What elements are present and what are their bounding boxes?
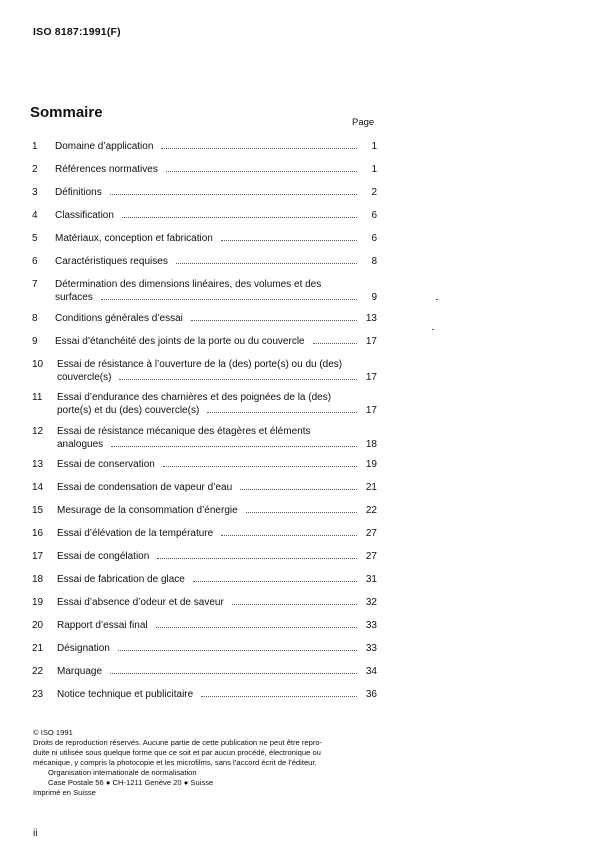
toc-entry-title: Rapport d’essai final [57, 620, 148, 631]
toc-entry-title: surfaces [55, 292, 93, 303]
toc-entry-title: Détermination des dimensions linéaires, des volumes et des [55, 279, 322, 290]
toc-entry [32, 504, 377, 517]
dot-leader [232, 604, 357, 605]
dot-leader [110, 673, 357, 674]
toc-entry [32, 573, 377, 586]
toc-entry-title: Essai de congélation [57, 551, 150, 562]
toc-entry-title: Marquage [57, 666, 103, 677]
dot-leader [163, 466, 357, 467]
toc-entry-number: 20 [32, 620, 44, 631]
toc-entry-page: 17 [365, 335, 377, 347]
toc-entry-page: 8 [371, 256, 377, 267]
toc-entry [32, 665, 377, 678]
dot-leader [157, 558, 357, 559]
toc-entry-page: 9 [371, 292, 377, 303]
toc-entry [32, 358, 377, 384]
toc-entry-page: 34 [365, 666, 377, 677]
toc-entry-number: 21 [32, 643, 44, 654]
toc-entry [32, 186, 377, 199]
toc-entry-title: Domaine d’application [55, 141, 154, 152]
toc-entry-number: 16 [32, 528, 44, 539]
rights-line-3: mécanique, y compris la photocopie et les microfilms, sans l’accord écrit de l’éditeur. [33, 758, 317, 767]
toc-entry [32, 312, 377, 325]
toc-entry-page: 27 [365, 551, 377, 562]
toc-entry-page: 6 [371, 233, 377, 244]
toc-entry-title: Essai d’élévation de la température [57, 528, 214, 539]
toc-entry-title: Références normatives [55, 164, 158, 175]
dot-leader [246, 512, 357, 513]
toc-entry [32, 688, 377, 701]
toc-entry-title: Essai de résistance à l’ouverture de la (des) porte(s) ou du (des) [57, 358, 343, 370]
toc-entry [32, 255, 377, 268]
dot-leader [111, 446, 357, 447]
toc-entry-number: 3 [32, 187, 38, 198]
toc-entry-title: Notice technique et publicitaire [57, 689, 194, 700]
dot-leader [221, 535, 357, 536]
toc-entry-title: Essai de fabrication de glace [57, 574, 185, 585]
toc-entry-title: Essai de résistance mécanique des étagères et éléments [57, 425, 311, 437]
page-title: Sommaire [30, 104, 103, 121]
toc-entry-page: 1 [371, 141, 377, 152]
scan-speck [432, 329, 434, 330]
toc-entry-number: 18 [32, 574, 44, 585]
toc-entry-page: 17 [365, 405, 377, 416]
page-column-label: Page [352, 117, 375, 128]
toc-entry-number: 17 [32, 551, 44, 562]
toc-entry-number: 22 [32, 666, 44, 677]
toc-entry [32, 140, 377, 153]
toc-entry [32, 619, 377, 632]
toc-entry-title: Essai d’endurance des charnières et des poignées de la (des) [57, 392, 332, 403]
toc-entry-page: 22 [365, 505, 377, 516]
toc-entry [32, 163, 377, 176]
toc-entry-page: 13 [365, 312, 377, 324]
copyright-block [33, 728, 373, 798]
dot-leader [101, 299, 357, 300]
printed-in: Imprimé en Suisse [33, 788, 96, 797]
copyright-line: © ISO 1991 [33, 728, 73, 737]
rights-line-2: duite ni utilisée sous quelque forme que ce soit et par aucun procédé, électronique ou [33, 748, 321, 757]
toc-entry-page: 21 [365, 482, 377, 493]
toc-entry-number: 19 [32, 597, 44, 608]
organization-address: Case Postale 56 ● CH-1211 Genève 20 ● Suisse [48, 778, 214, 787]
toc-entry-number: 4 [32, 210, 38, 221]
toc-entry-page: 18 [365, 438, 377, 450]
toc-entry-number: 1 [32, 141, 38, 152]
dot-leader [176, 263, 357, 264]
toc-entry-page: 1 [371, 164, 377, 175]
toc-entry [32, 458, 377, 471]
toc-entry-title: porte(s) et du (des) couvercle(s) [57, 405, 200, 416]
toc-entry-page: 33 [365, 643, 377, 654]
toc-entry-number: 15 [32, 505, 44, 516]
dot-leader [119, 379, 357, 380]
toc-entry-page: 36 [365, 689, 377, 700]
toc-entry-page: 32 [365, 597, 377, 608]
toc-entry [32, 527, 377, 540]
toc-entry-number: 13 [32, 459, 44, 470]
document-id: ISO 8187:1991(F) [33, 26, 121, 38]
toc-entry-number: 23 [32, 689, 44, 700]
toc-entry-title: Mesurage de la consommation d’énergie [57, 505, 238, 516]
dot-leader [118, 650, 357, 651]
dot-leader [122, 217, 357, 218]
toc-entry [32, 391, 377, 417]
toc-entry-number: 2 [32, 164, 38, 175]
dot-leader [156, 627, 357, 628]
dot-leader [191, 320, 357, 321]
toc-entry-title: Désignation [57, 643, 110, 654]
scan-speck [436, 299, 438, 300]
toc-entry-page: 2 [371, 187, 377, 198]
dot-leader [166, 171, 357, 172]
toc-entry [32, 425, 377, 451]
toc-entry [32, 232, 377, 245]
dot-leader [193, 581, 357, 582]
dot-leader [313, 343, 357, 344]
toc-entry [32, 550, 377, 563]
toc-entry-title: analogues [57, 438, 104, 450]
toc-entry-page: 6 [371, 210, 377, 221]
toc-entry [32, 335, 377, 348]
toc-entry [32, 278, 377, 304]
toc-entry-title: Matériaux, conception et fabrication [55, 233, 213, 244]
dot-leader [207, 412, 357, 413]
toc-entry-title: couvercle(s) [57, 371, 112, 383]
toc-entry-number: 8 [32, 312, 38, 324]
toc-entry [32, 481, 377, 494]
dot-leader [110, 194, 357, 195]
toc-entry-number: 14 [32, 482, 44, 493]
toc-entry [32, 596, 377, 609]
toc-entry-number: 12 [32, 425, 44, 437]
toc-entry-page: 33 [365, 620, 377, 631]
toc-entry-number: 11 [32, 392, 43, 403]
dot-leader [221, 240, 357, 241]
toc-entry-title: Essai d’absence d’odeur et de saveur [57, 597, 224, 608]
toc-entry-page: 31 [365, 574, 377, 585]
rights-line-1: Droits de reproduction réservés. Aucune partie de cette publication ne peut être repro- [33, 738, 323, 747]
dot-leader [201, 696, 357, 697]
toc-entry-title: Essai d’étanchéité des joints de la porte ou du couvercle [55, 335, 305, 347]
dot-leader [240, 489, 357, 490]
toc-entry-number: 10 [32, 358, 44, 370]
toc-entry-title: Conditions générales d’essai [55, 312, 183, 324]
toc-entry [32, 209, 377, 222]
toc-entry-number: 7 [32, 279, 38, 290]
toc-entry-title: Classification [55, 210, 114, 221]
toc-entry-number: 6 [32, 256, 38, 267]
toc-entry-page: 17 [365, 371, 377, 383]
toc-entry [32, 642, 377, 655]
organization-name: Organisation internationale de normalisation [48, 768, 197, 777]
toc-entry-number: 9 [32, 335, 38, 347]
dot-leader [161, 148, 357, 149]
toc-entry-title: Essai de condensation de vapeur d’eau [57, 482, 233, 493]
toc-entry-title: Caractéristiques requises [55, 256, 168, 267]
toc-entry-number: 5 [32, 233, 38, 244]
toc-entry-page: 19 [365, 459, 377, 470]
toc-entry-title: Définitions [55, 187, 102, 198]
toc-entry-title: Essai de conservation [57, 459, 155, 470]
toc-entry-page: 27 [365, 528, 377, 539]
page-number: ii [33, 828, 38, 839]
